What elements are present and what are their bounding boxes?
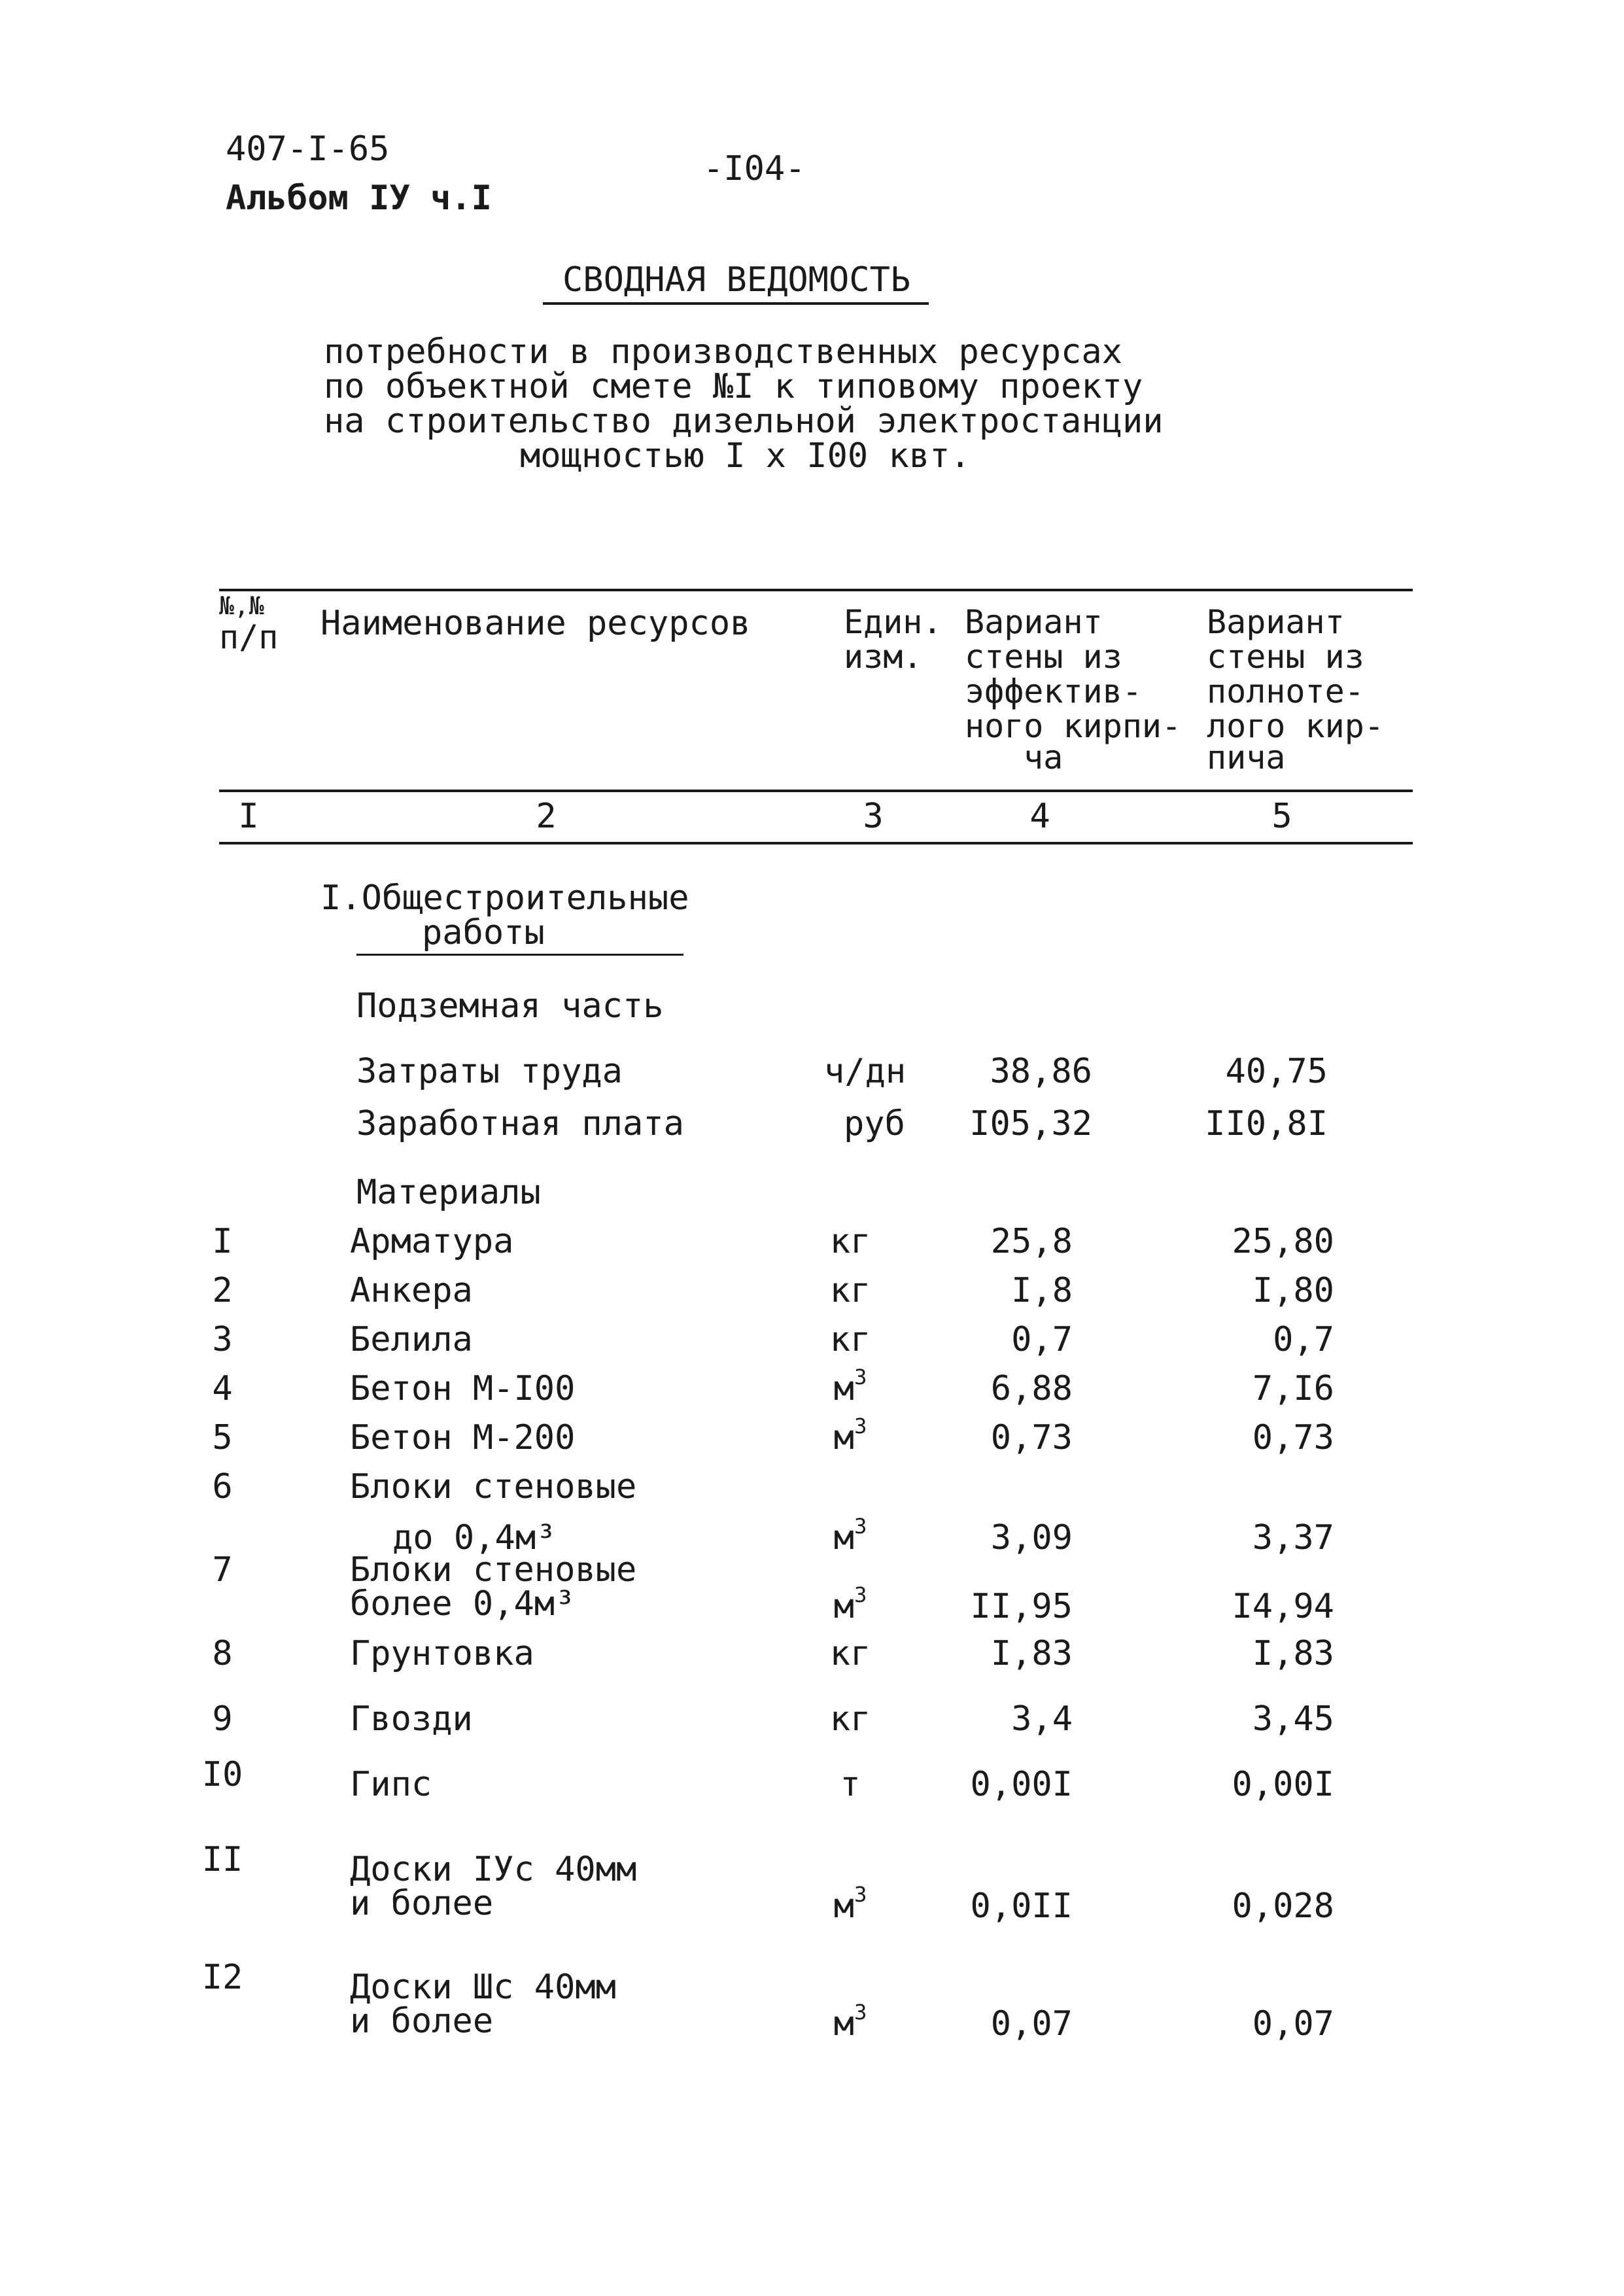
header-variant2-line-2: стены из: [1207, 638, 1364, 676]
column-number-4: 4: [1029, 797, 1050, 836]
column-number-3: 3: [863, 797, 884, 836]
header-resource-name: Наименование ресурсов: [320, 604, 751, 643]
row-name: Грунтовка: [350, 1634, 534, 1673]
row-name: Доски IУс 40мм: [350, 1850, 637, 1889]
unit-superscript: 3: [854, 1881, 867, 1907]
row-unit: $м^3$: [833, 1364, 867, 1408]
labor-unit: ч/дн: [824, 1052, 907, 1091]
row-value-variant2: 3,37: [1252, 1518, 1334, 1557]
row-value-variant2: I,83: [1252, 1634, 1334, 1673]
row-unit: $м^3$: [833, 1582, 867, 1626]
header-variant1-line-2: стены из: [965, 638, 1122, 676]
row-name: Доски Шс 40мм: [350, 1968, 616, 2007]
row-value-variant1: 0,00I: [970, 1765, 1073, 1804]
row-name: и более: [350, 1884, 494, 1923]
unit-superscript: 3: [854, 1582, 867, 1607]
row-value-variant1: 0,7: [1011, 1320, 1073, 1359]
row-unit: $м^3$: [833, 1881, 867, 1926]
row-unit: $м^3$: [833, 1513, 867, 1557]
materials-heading: Материалы: [356, 1173, 541, 1212]
row-number: 7: [212, 1550, 233, 1590]
header-bottom-rule: [219, 790, 1413, 792]
subsection-title: Подземная часть: [356, 986, 664, 1026]
row-value-variant1: 25,8: [990, 1222, 1073, 1261]
row-value-variant1: 3,4: [1011, 1699, 1073, 1739]
header-unit-line-1: Един.: [844, 603, 942, 641]
column-numbers-rule: [219, 842, 1413, 844]
row-value-variant1: 0,0II: [970, 1887, 1073, 1926]
wage-name: Заработная плата: [356, 1104, 684, 1143]
header-num-line-1: №,№: [219, 591, 264, 620]
title-underline: [543, 302, 929, 305]
row-number: I2: [201, 1958, 243, 1997]
labor-value-variant2: 40,75: [1225, 1052, 1328, 1091]
table-top-rule: [219, 589, 1413, 591]
header-variant2-line-1: Вариант: [1207, 603, 1345, 641]
header-variant2-line-3: полноте-: [1207, 672, 1364, 710]
row-number: 5: [212, 1418, 233, 1457]
row-name: Белила: [350, 1320, 473, 1359]
row-value-variant2: 0,07: [1252, 2004, 1334, 2044]
row-name: Гвозди: [350, 1699, 473, 1739]
header-variant1-line-4: ного кирпи-: [965, 707, 1182, 745]
header-variant1-line-1: Вариант: [965, 603, 1103, 641]
row-name: Анкера: [350, 1271, 473, 1310]
row-value-variant1: I,83: [990, 1634, 1073, 1673]
row-number: 6: [212, 1467, 233, 1506]
subtitle-line-3: на строительство дизельной электростанции: [324, 402, 1164, 441]
row-value-variant1: I,8: [1011, 1271, 1073, 1310]
subtitle-line-2: по объектной смете №I к типовому проекту: [324, 367, 1143, 406]
header-variant2-line-5: пича: [1207, 739, 1286, 776]
row-number: I: [212, 1222, 233, 1261]
header-variant2-line-4: лого кир-: [1207, 707, 1384, 745]
row-number: 9: [212, 1699, 233, 1739]
wage-value-variant1: I05,32: [969, 1104, 1092, 1143]
row-value-variant2: 25,80: [1232, 1222, 1334, 1261]
row-name: Блоки стеновые: [350, 1467, 637, 1506]
row-name: Бетон М-I00: [350, 1369, 576, 1408]
row-value-variant1: 3,09: [990, 1518, 1073, 1557]
subtitle-line-4: мощностью I x I00 квт.: [520, 436, 971, 476]
row-value-variant2: I4,94: [1232, 1587, 1334, 1626]
row-value-variant2: 7,I6: [1252, 1369, 1334, 1408]
section-title-underline: [356, 954, 683, 956]
row-name: более 0,4м³: [350, 1584, 576, 1624]
row-name: и более: [350, 2002, 494, 2041]
document-code: 407-I-65: [226, 130, 390, 169]
wage-value-variant2: II0,8I: [1205, 1104, 1328, 1143]
unit-superscript: 3: [854, 1364, 867, 1389]
row-value-variant2: 0,00I: [1232, 1765, 1334, 1804]
row-unit: кг: [829, 1320, 871, 1359]
unit-superscript: 3: [854, 1999, 867, 2025]
header-num-line-2: п/п: [219, 618, 279, 656]
row-name: Арматура: [350, 1222, 514, 1261]
wage-unit: руб: [844, 1104, 905, 1143]
row-number: 3: [212, 1320, 233, 1359]
labor-value-variant1: 38,86: [990, 1052, 1092, 1091]
unit-superscript: 3: [854, 1413, 867, 1438]
column-number-5: 5: [1271, 797, 1292, 836]
document-title: СВОДНАЯ ВЕДОМОСТЬ: [562, 260, 911, 300]
row-name: до 0,4м³: [392, 1518, 557, 1557]
row-unit: кг: [829, 1634, 871, 1673]
column-number-1: I: [238, 797, 259, 836]
column-number-2: 2: [536, 797, 557, 836]
header-unit-line-2: изм.: [844, 638, 923, 676]
row-value-variant1: 0,73: [990, 1418, 1073, 1457]
row-value-variant1: II,95: [970, 1587, 1073, 1626]
page-number: -I04-: [703, 149, 806, 188]
header-variant1-line-3: эффектив-: [965, 672, 1142, 710]
row-number: I0: [201, 1755, 243, 1794]
row-unit: кг: [829, 1271, 871, 1310]
row-number: II: [201, 1840, 243, 1879]
row-unit: кг: [829, 1222, 871, 1261]
row-value-variant2: 0,028: [1232, 1887, 1334, 1926]
header-variant1-line-5: ча: [1024, 739, 1063, 776]
row-value-variant2: I,80: [1252, 1271, 1334, 1310]
row-value-variant2: 0,7: [1273, 1320, 1334, 1359]
row-number: 4: [212, 1369, 233, 1408]
row-unit: кг: [829, 1699, 871, 1739]
row-value-variant2: 0,73: [1252, 1418, 1334, 1457]
row-unit: т: [840, 1765, 861, 1804]
section-title-line-1: I.Общестроительные: [320, 878, 689, 918]
row-value-variant1: 6,88: [990, 1369, 1073, 1408]
row-name: Бетон М-200: [350, 1418, 576, 1457]
row-value-variant1: 0,07: [990, 2004, 1073, 2044]
row-unit: $м^3$: [833, 1999, 867, 2044]
unit-superscript: 3: [854, 1513, 867, 1539]
subtitle-line-1: потребности в производственных ресурсах: [324, 332, 1122, 372]
row-value-variant2: 3,45: [1252, 1699, 1334, 1739]
row-name: Блоки стеновые: [350, 1550, 637, 1590]
section-title-line-2: работы: [422, 913, 545, 952]
album-label: Альбом IУ ч.I: [226, 179, 492, 218]
row-name: Гипс: [350, 1765, 432, 1804]
row-number: 8: [212, 1634, 233, 1673]
labor-name: Затраты труда: [356, 1052, 623, 1091]
row-unit: $м^3$: [833, 1413, 867, 1457]
row-number: 2: [212, 1271, 233, 1310]
